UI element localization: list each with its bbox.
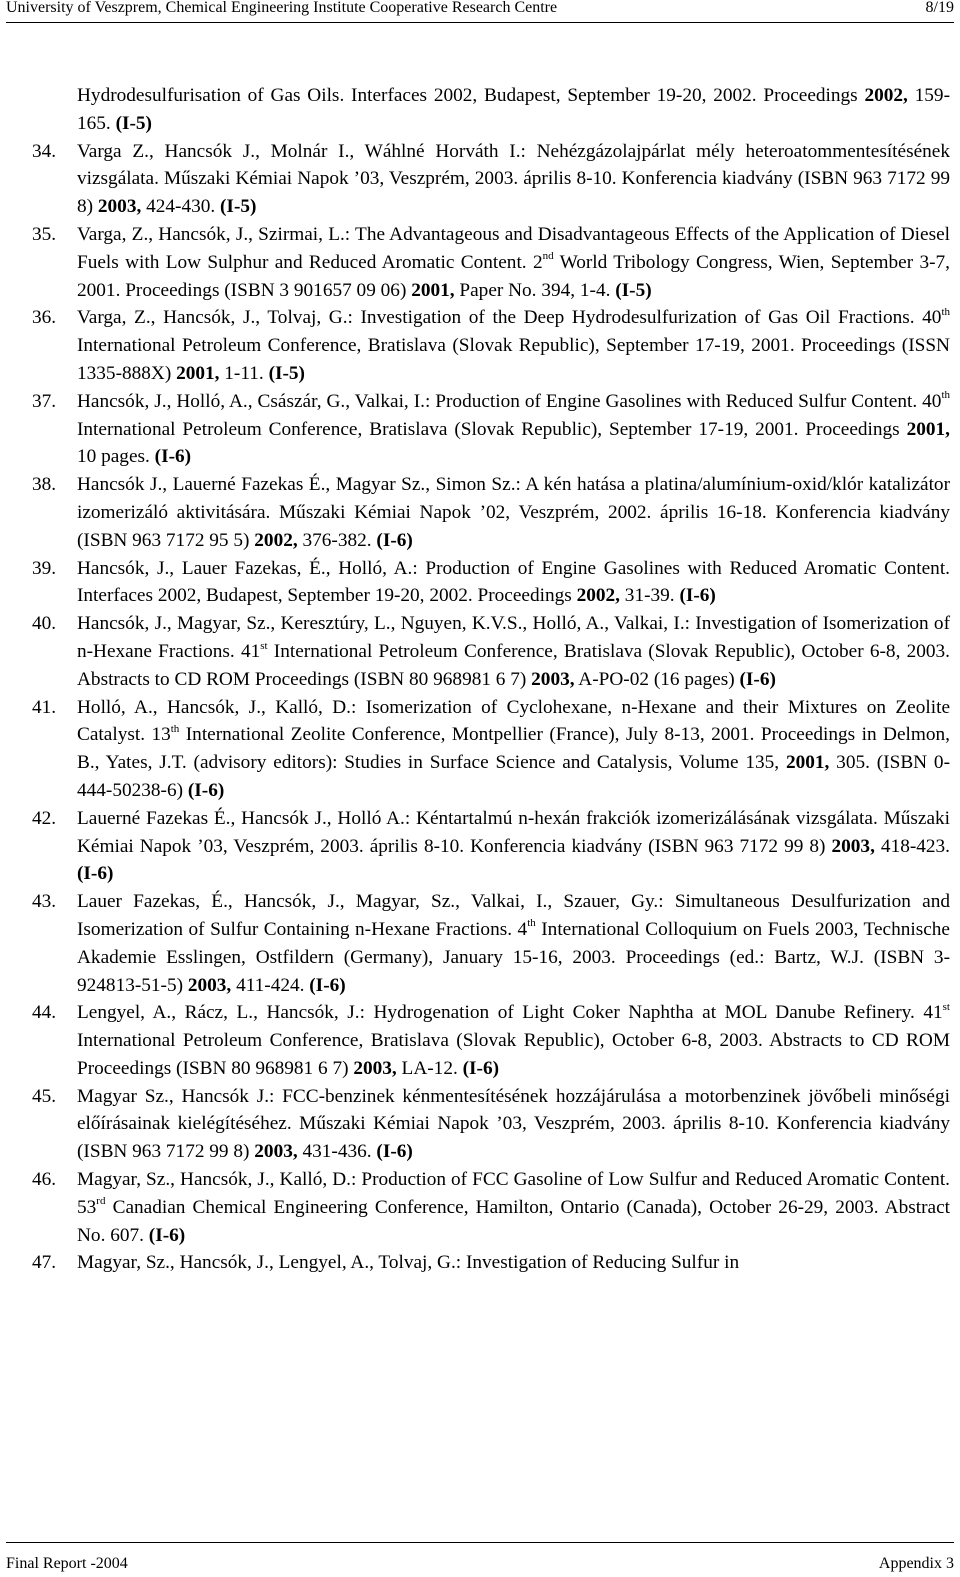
- reference-number: 43.: [32, 891, 57, 913]
- reference-number: 34.: [32, 140, 57, 162]
- footer-report-title: Final Report -2004: [6, 1555, 128, 1572]
- reference-38: 38. Hancsók J., Lauerné Fazekas É., Magyar Sz., Simon Sz.: A kén hatása a platina/alumínium-oxid/klór katalizátor izomerizáló aktivitására. Műszaki Kémiai Napok ’02, Veszprém, 2002. április 16-18. Konferencia kiadvány (ISBN 963 7172 95 5) 2002, 376-382. (I-6): [32, 471, 950, 554]
- reference-44: 44. Lengyel, A., Rácz, L., Hancsók, J.: Hydrogenation of Light Coker Naphtha at MOL Danube Refinery. 41st International Petroleum Conference, Bratislava (Slovak Republic), October 6-8, 2003. Abstracts to CD ROM Proceedings (ISBN 80 968981 6 7) 2003, LA-12. (I-6): [32, 1000, 950, 1079]
- reference-number: 45.: [32, 1085, 57, 1107]
- reference-40: 40. Hancsók, J., Magyar, Sz., Keresztúry, L., Nguyen, K.V.S., Holló, A., Valkai, I.: Investigation of Isomerization of n-Hexane Fractions. 41st International Petroleum Conference, Bratislava (Slovak Republic), October 6-8, 2003. Abstracts to CD ROM Proceedings (ISBN 80 968981 6 7) 2003, A-PO-02 (16 pages) (I-6): [32, 610, 950, 693]
- page-header: [6, 0, 954, 23]
- reference-34: 34. Varga Z., Hancsók J., Molnár I., Wáhlné Horváth I.: Nehézgázolajpárlat mély heteroatommentesítésének vizsgálata. Műszaki Kémiai Napok ’03, Veszprém, 2003. április 8-10. Konferencia kiadvány (ISBN 963 7172 99 8) 2003, 424-430. (I-5): [32, 138, 950, 221]
- reference-list: [32, 82, 950, 1277]
- footer-appendix: Appendix 3: [878, 1555, 954, 1572]
- reference-35: 35. Varga, Z., Hancsók, J., Szirmai, L.: The Advantageous and Disadvantageous Effects of the Application of Diesel Fuels with Low Sulphur and Reduced Aromatic Content. 2nd World Tribology Congress, Wien, September 3-7, 2001. Proceedings (ISBN 3 901657 09 06) 2001, Paper No. 394, 1-4. (I-5): [32, 221, 950, 304]
- reference-41: 41. Holló, A., Hancsók, J., Kalló, D.: Isomerization of Cyclohexane, n-Hexane and their Mixtures on Zeolite Catalyst. 13th International Zeolite Conference, Montpellier (France), July 8-13, 2001. Proceedings in Delmon, B., Yates, J.T. (advisory editors): Studies in Surface Science and Catalysis, Volume 135, 2001, 305. (ISBN 0-444-50238-6) (I-6): [32, 694, 950, 805]
- header-institution: University of Veszprem, Chemical Engineering Institute Cooperative Research Centre: [6, 0, 558, 16]
- reference-number: 46.: [32, 1169, 57, 1191]
- reference-46: 46. Magyar, Sz., Hancsók, J., Kalló, D.: Production of FCC Gasoline of Low Sulfur and Reduced Aromatic Content. 53rd Canadian Chemical Engineering Conference, Hamilton, Ontario (Canada), October 26-29, 2003. Abstract No. 607. (I-6): [32, 1166, 950, 1249]
- reference-37: 37. Hancsók, J., Holló, A., Császár, G., Valkai, I.: Production of Engine Gasolines with Reduced Sulfur Content. 40th International Petroleum Conference, Bratislava (Slovak Republic), September 17-19, 2001. Proceedings 2001, 10 pages. (I-6): [32, 389, 950, 468]
- reference-number: 37.: [32, 390, 57, 412]
- reference-number: 44.: [32, 1002, 57, 1024]
- reference-number: 41.: [32, 696, 57, 718]
- reference-36: 36. Varga, Z., Hancsók, J., Tolvaj, G.: Investigation of the Deep Hydrodesulfurization of Gas Oil Fractions. 40th International Petroleum Conference, Bratislava (Slovak Republic), September 17-19, 2001. Proceedings (ISSN 1335-888X) 2001, 1-11. (I-5): [32, 305, 950, 384]
- page-footer: [6, 1542, 954, 1577]
- reference-42: 42. Lauerné Fazekas É., Hancsók J., Holló A.: Kéntartalmú n-hexán frakciók izomerizálásának vizsgálata. Műszaki Kémiai Napok ’03, Veszprém, 2003. április 8-10. Konferencia kiadvány (ISBN 963 7172 99 8) 2003, 418-423. (I-6): [32, 805, 950, 888]
- reference-continuation: Hydrodesulfurisation of Gas Oils. Interfaces 2002, Budapest, September 19-20, 2002. Proceedings 2002, 159-165. (I-5): [77, 85, 950, 134]
- reference-number: 39.: [32, 557, 57, 579]
- reference-45: 45. Magyar Sz., Hancsók J.: FCC-benzinek kénmentesítésének hozzájárulása a motorbenzinek jövőbeli minőségi előírásainak kielégítéséhez. Műszaki Kémiai Napok ’03, Veszprém, 2003. április 8-10. Konferencia kiadvány (ISBN 963 7172 99 8) 2003, 431-436. (I-6): [32, 1083, 950, 1166]
- reference-number: 38.: [32, 474, 57, 496]
- reference-47: 47. Magyar, Sz., Hancsók, J., Lengyel, A., Tolvaj, G.: Investigation of Reducing Sulfur in: [32, 1249, 950, 1277]
- reference-number: 40.: [32, 613, 57, 635]
- reference-43: 43. Lauer Fazekas, É., Hancsók, J., Magyar, Sz., Valkai, I., Szauer, Gy.: Simultaneous Desulfurization and Isomerization of Sulfur Containing n-Hexane Fractions. 4th International Colloquium on Fuels 2003, Technische Akademie Esslingen, Ostfildern (Germany), January 15-16, 2003. Proceedings (ed.: Bartz, W.J. (ISBN 3-924813-51-5) 2003, 411-424. (I-6): [32, 888, 950, 999]
- reference-number: 35.: [32, 223, 57, 245]
- reference-number: 36.: [32, 307, 57, 329]
- page-number: 8/19: [925, 0, 954, 16]
- reference-39: 39. Hancsók, J., Lauer Fazekas, É., Holló, A.: Production of Engine Gasolines with Reduced Aromatic Content. Interfaces 2002, Budapest, September 19-20, 2002. Proceedings 2002, 31-39. (I-6): [32, 555, 950, 611]
- reference-number: 47.: [32, 1252, 57, 1274]
- reference-number: 42.: [32, 807, 57, 829]
